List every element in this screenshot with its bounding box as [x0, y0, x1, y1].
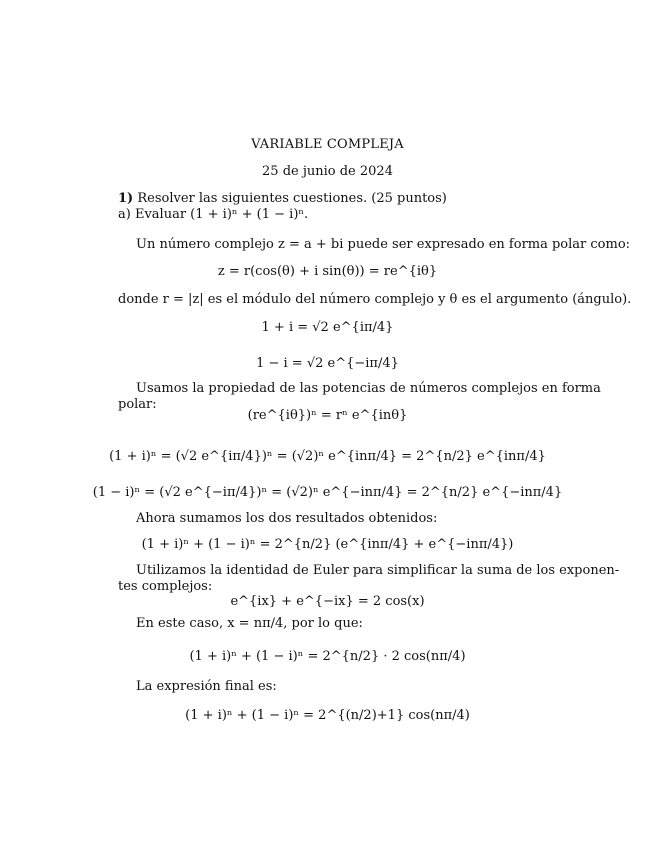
paragraph-sum-results: Ahora sumamos los dos resultados obtenidos:	[136, 511, 438, 526]
paragraph-euler-line1: Utilizamos la identidad de Euler para simplificar la suma de los exponen-	[136, 563, 620, 578]
paragraph-substitution: En este caso, x = nπ/4, por lo que:	[136, 616, 363, 631]
equation-power-one-minus-i: (1 − i)ⁿ = (√2 e^{−iπ/4})ⁿ = (√2)ⁿ e^{−inπ/4} = 2^{n/2} e^{−inπ/4}	[92, 485, 563, 500]
problem-part-a: a) Evaluar (1 + i)ⁿ + (1 − i)ⁿ.	[118, 207, 309, 222]
problem-text: Resolver las siguientes cuestiones. (25 puntos)	[137, 191, 447, 206]
equation-power-rule: (re^{iθ})ⁿ = rⁿ e^{inθ}	[247, 408, 408, 423]
paragraph-modulus: donde r = |z| es el módulo del número complejo y θ es el argumento (ángulo).	[118, 292, 632, 307]
equation-euler-identity: e^{ix} + e^{−ix} = 2 cos(x)	[230, 594, 425, 609]
paragraph-euler-line2: tes complejos:	[118, 579, 213, 594]
paragraph-polar-intro: Un número complejo z = a + bi puede ser expresado en forma polar como:	[136, 237, 631, 252]
problem-statement	[118, 191, 534, 206]
equation-polar-form: z = r(cos(θ) + i sin(θ)) = re^{iθ}	[217, 264, 438, 279]
equation-final-result: (1 + i)ⁿ + (1 − i)ⁿ = 2^{(n/2)+1} cos(nπ/4)	[185, 708, 470, 723]
equation-one-plus-i: 1 + i = √2 e^{iπ/4}	[261, 320, 394, 335]
equation-power-one-plus-i: (1 + i)ⁿ = (√2 e^{iπ/4})ⁿ = (√2)ⁿ e^{inπ/4} = 2^{n/2} e^{inπ/4}	[109, 449, 546, 464]
document-title: VARIABLE COMPLEJA	[251, 137, 404, 152]
paragraph-power-property-line2: polar:	[118, 397, 157, 412]
paragraph-final-expression: La expresión final es:	[136, 679, 277, 694]
paragraph-power-property-line1: Usamos la propiedad de las potencias de números complejos en forma	[136, 381, 601, 396]
problem-number: 1)	[118, 191, 134, 206]
equation-substituted: (1 + i)ⁿ + (1 − i)ⁿ = 2^{n/2} · 2 cos(nπ/4)	[189, 649, 466, 664]
document-date: 25 de junio de 2024	[262, 164, 393, 179]
equation-one-minus-i: 1 − i = √2 e^{−iπ/4}	[256, 356, 399, 371]
equation-sum: (1 + i)ⁿ + (1 − i)ⁿ = 2^{n/2} (e^{inπ/4} + e^{−inπ/4})	[141, 537, 514, 552]
